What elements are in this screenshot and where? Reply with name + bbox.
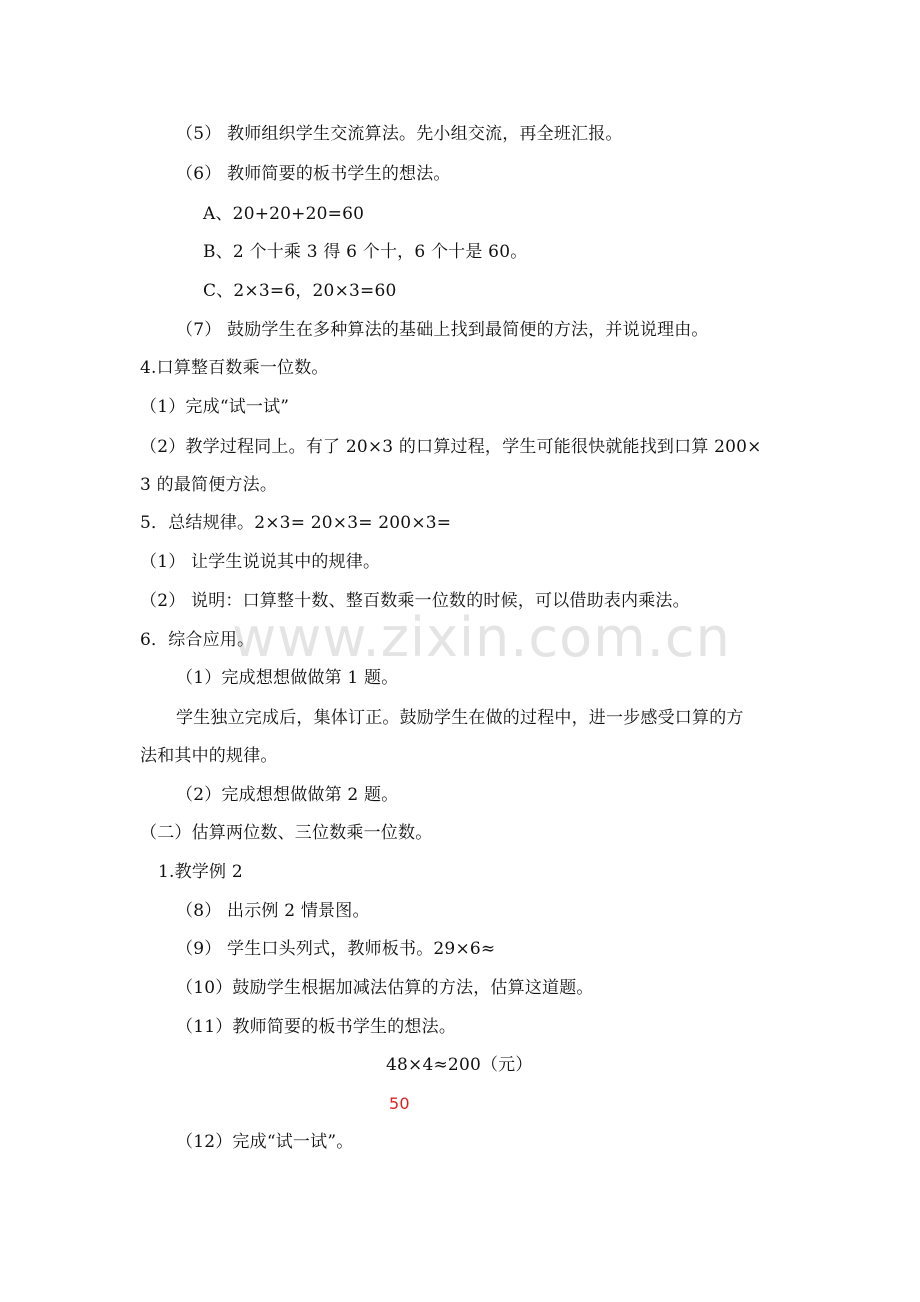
text-line: （5） 教师组织学生交流算法。先小组交流，再全班汇报。: [176, 124, 623, 144]
text-line: （10）鼓励学生根据加减法估算的方法，估算这道题。: [176, 978, 594, 998]
text-line: （2）教学过程同上。有了 20×3 的口算过程，学生可能很快就能找到口算 200×: [140, 437, 762, 457]
text-line: （1）完成想想做做第 1 题。: [176, 668, 399, 688]
text-line: （9） 学生口头列式，教师板书。29×6≈: [176, 939, 496, 959]
text-line: （1） 让学生说说其中的规律。: [140, 552, 381, 572]
estimate-expression: 48×4≈200（元）: [386, 1055, 533, 1075]
section-heading: （二）估算两位数、三位数乘一位数。: [140, 823, 433, 843]
text-line: （8） 出示例 2 情景图。: [176, 901, 370, 921]
text-line: 1.教学例 2: [158, 862, 243, 882]
estimate-annotation: 50: [389, 1094, 410, 1113]
section-heading: 4.口算整百数乘一位数。: [140, 358, 329, 378]
text-line: （6） 教师简要的板书学生的想法。: [176, 164, 451, 184]
text-line: C、2×3=6，20×3=60: [203, 281, 397, 301]
watermark: www.zixin.com.cn: [232, 606, 731, 669]
text-line: 法和其中的规律。: [140, 746, 278, 766]
text-line: （11）教师简要的板书学生的想法。: [176, 1017, 457, 1037]
text-line: A、20+20+20=60: [203, 204, 365, 224]
text-line: 3 的最简便方法。: [140, 475, 278, 495]
text-line: （2） 说明：口算整十数、整百数乘一位数的时候，可以借助表内乘法。: [140, 591, 690, 611]
section-heading: 6．综合应用。: [140, 630, 255, 650]
text-line: （12）完成“试一试”。: [176, 1132, 354, 1152]
text-line: （7） 鼓励学生在多种算法的基础上找到最简便的方法，并说说理由。: [176, 320, 709, 340]
text-line: B、2 个十乘 3 得 6 个十，6 个十是 60。: [203, 242, 528, 262]
text-line: （1）完成“试一试”: [140, 397, 290, 417]
section-heading: 5．总结规律。2×3= 20×3= 200×3=: [140, 513, 452, 533]
text-line: 学生独立完成后，集体订正。鼓励学生在做的过程中，进一步感受口算的方: [176, 708, 744, 728]
text-line: （2）完成想想做做第 2 题。: [176, 785, 399, 805]
